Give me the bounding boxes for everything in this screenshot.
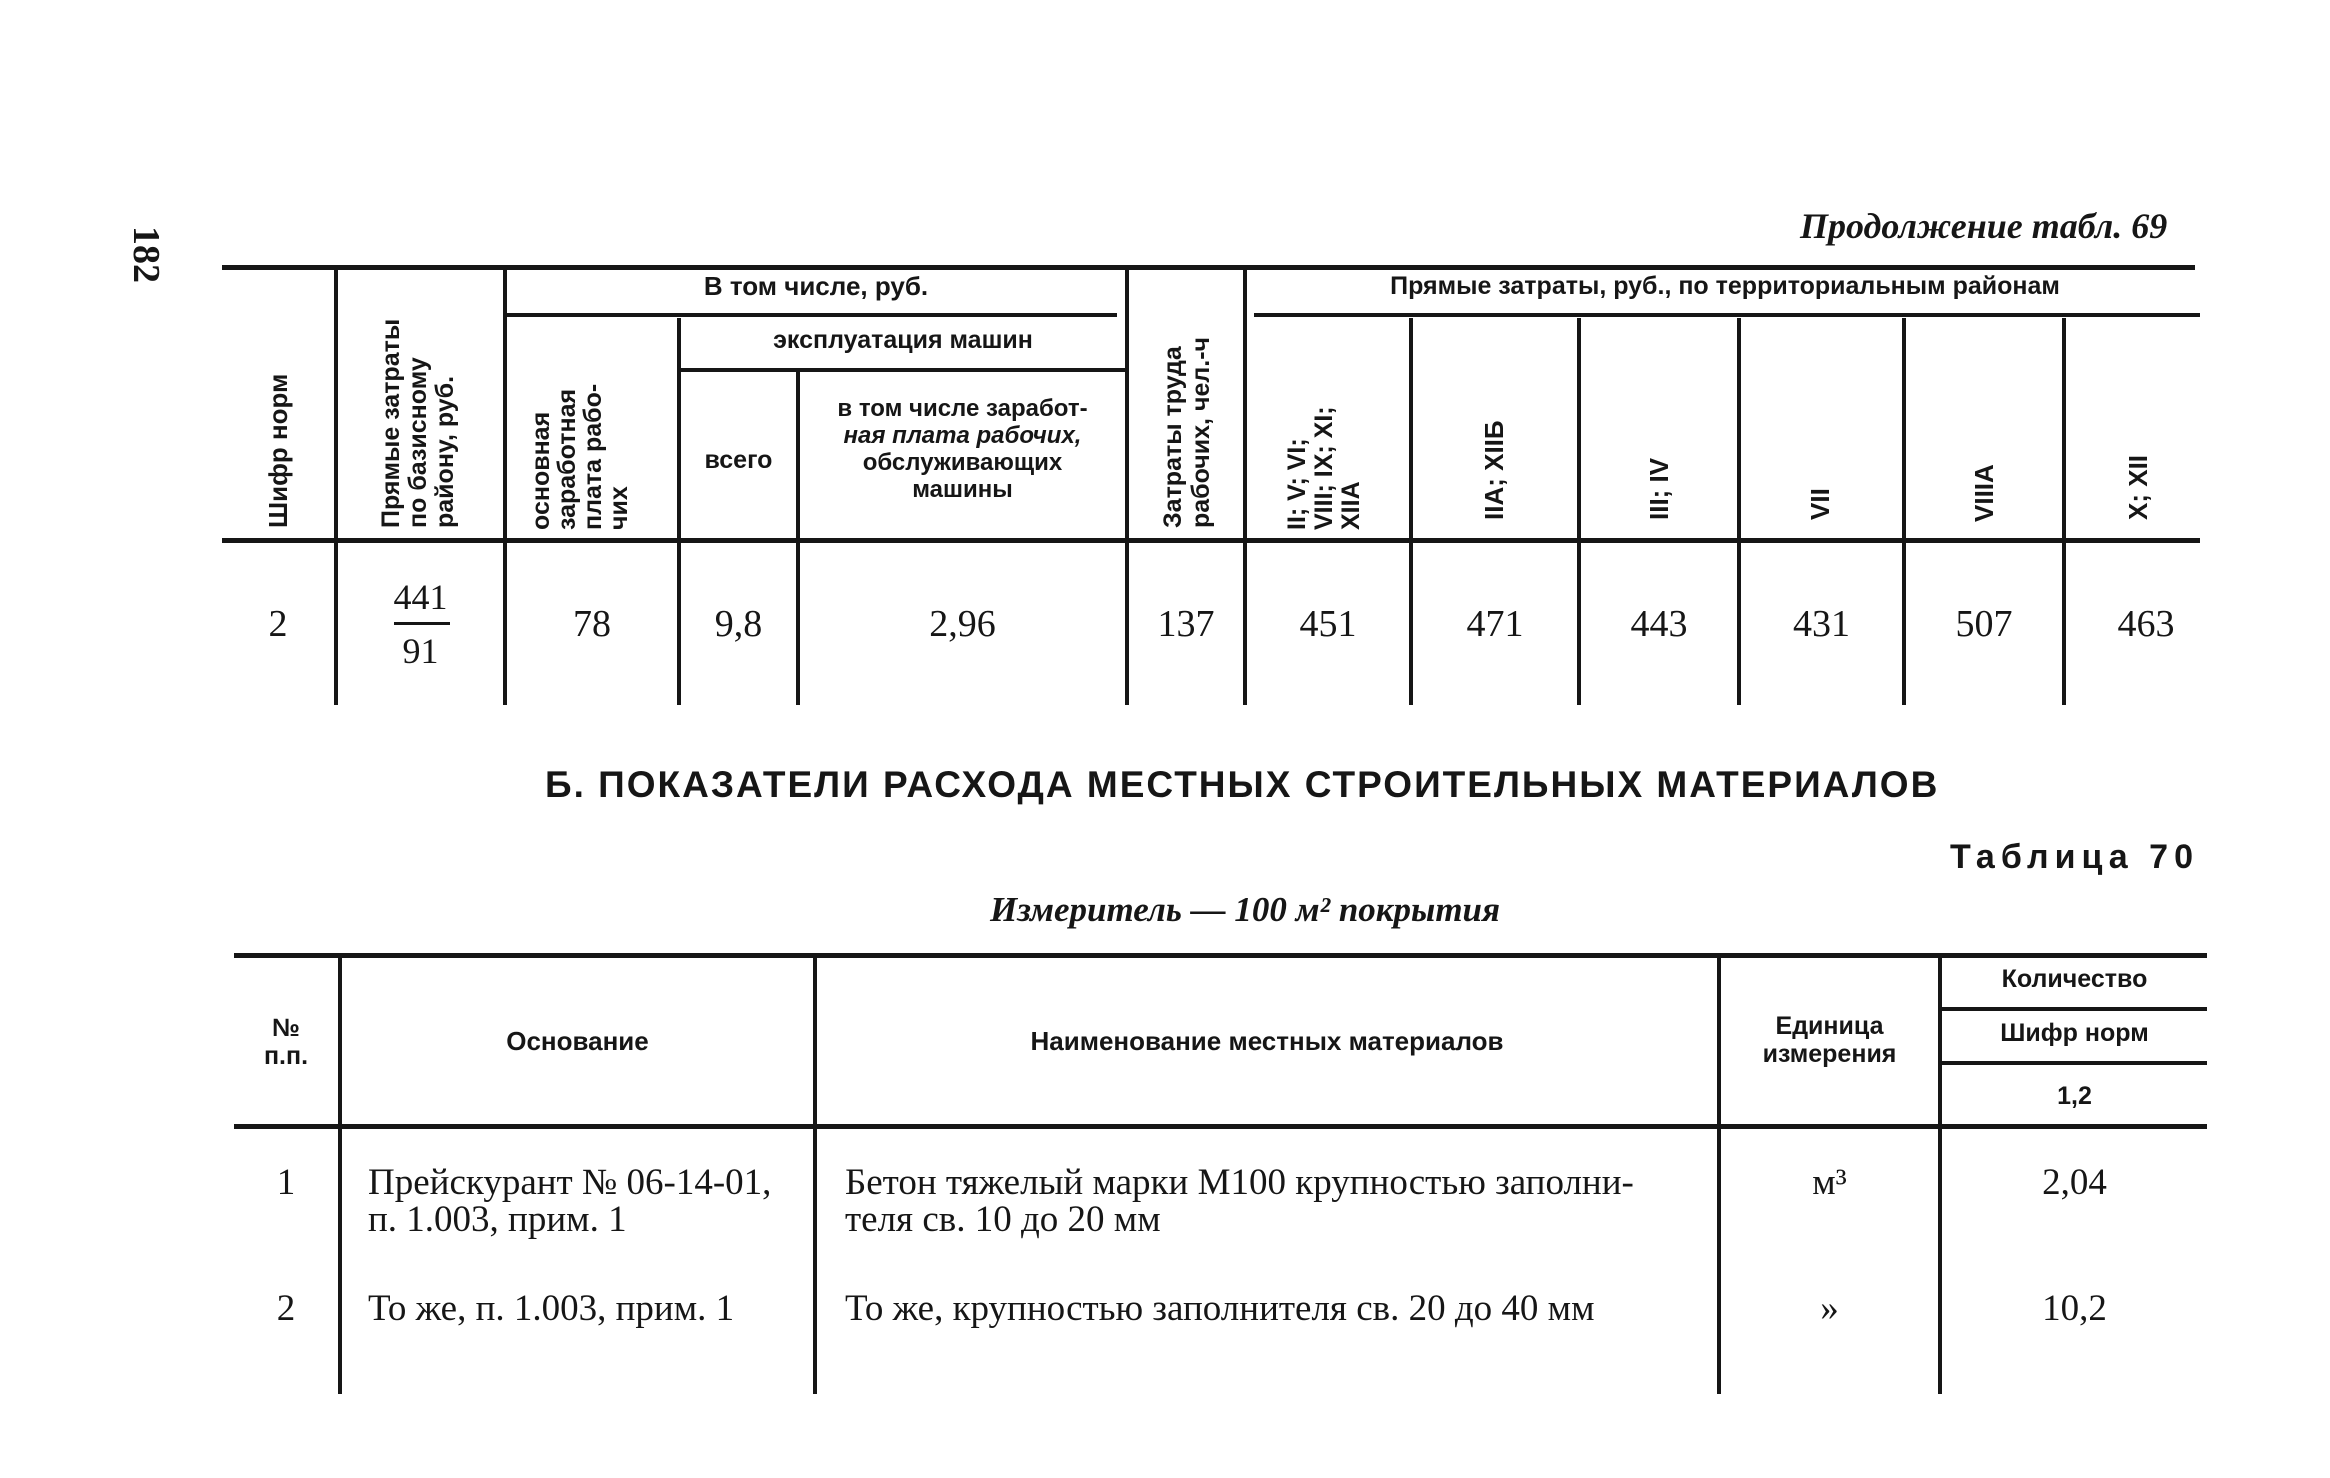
header-line: X; XII <box>2123 454 2153 520</box>
cell-zarplata-mashin: 2,96 <box>929 603 996 645</box>
header-line: Прямые затраты <box>377 318 405 528</box>
header-pryamye-zatraty <box>378 319 459 528</box>
table70-rule <box>1942 1061 2207 1065</box>
cell-line: теля св. 10 до 20 мм <box>845 1199 1161 1240</box>
header-zarplata-mashin <box>800 395 1125 503</box>
table69-col-rule <box>1902 318 1906 705</box>
header-zatraty-truda <box>1159 337 1215 528</box>
section-title: Б. ПОКАЗАТЕЛИ РАСХОДА МЕСТНЫХ СТРОИТЕЛЬНЫХ МАТЕРИАЛОВ <box>545 764 1940 805</box>
table70-col-rule <box>813 957 817 1394</box>
table69-col-rule <box>1577 318 1581 705</box>
table69-col-rule <box>1409 318 1413 705</box>
header-line: № <box>272 1014 300 1042</box>
row-edinica: м³ <box>1812 1162 1847 1203</box>
cell-rayon-5: 507 <box>1955 603 2013 645</box>
row-osnovanie <box>368 1164 808 1238</box>
header-rayon-1 <box>1284 406 1365 530</box>
header-v-tom-chisle: В том числе, руб. <box>703 271 929 301</box>
row-number: 2 <box>276 1288 296 1329</box>
cell-rayon-1: 451 <box>1299 603 1357 645</box>
cell-vsego: 9,8 <box>714 603 763 645</box>
row-kolichestvo: 10,2 <box>2042 1288 2107 1329</box>
header-edinica <box>1721 1012 1938 1068</box>
header-line: VIIIA <box>1969 464 1999 522</box>
cell-rayon-6: 463 <box>2117 603 2175 645</box>
cell-line: Прейскурант № 06-14-01, <box>368 1162 772 1203</box>
table69-col-rule <box>677 318 681 705</box>
header-rayon-4 <box>1806 488 1835 520</box>
header-shifr-norm: Шифр норм <box>263 373 293 528</box>
fraction-bar <box>394 622 450 625</box>
header-line: району, руб. <box>431 375 459 528</box>
cell-line: п. 1.003, прим. 1 <box>368 1199 627 1240</box>
header-vsego: всего <box>704 446 773 474</box>
header-ekspluatatsiya: эксплуатация машин <box>773 326 1033 354</box>
cell-zatraty-truda: 137 <box>1157 603 1215 645</box>
row-naimenovanie <box>845 1290 1715 1327</box>
header-line: измерения <box>1762 1040 1897 1068</box>
row-kolichestvo: 2,04 <box>2042 1162 2107 1203</box>
header-line: чих <box>605 486 633 530</box>
header-line: III; IV <box>1644 457 1674 520</box>
header-rayon-6 <box>2124 455 2153 520</box>
table70-col-rule <box>338 957 342 1394</box>
header-shifr-value: 1,2 <box>2057 1082 2092 1110</box>
cell-line: То же, п. 1.003, прим. 1 <box>368 1288 735 1329</box>
header-line: в том числе заработ- <box>837 395 1088 422</box>
header-line: рабочих, чел.-ч <box>1187 336 1215 528</box>
header-line: плата рабо- <box>579 383 607 530</box>
table69-col-rule <box>1737 318 1741 705</box>
cell-rayon-4: 431 <box>1793 603 1850 645</box>
cell-line: То же, крупностью заполнителя св. 20 до 40 мм <box>845 1288 1595 1329</box>
row-osnovanie <box>368 1290 808 1327</box>
header-rayon-2 <box>1480 420 1509 520</box>
header-line: VIII; IX; XI; <box>1310 406 1338 530</box>
header-line: обслуживающих <box>862 449 1063 476</box>
page-number: 182 <box>125 226 167 283</box>
cell-pryamye-bottom: 91 <box>402 631 439 671</box>
header-line: Затраты труда <box>1159 346 1187 528</box>
row-naimenovanie <box>845 1164 1715 1238</box>
header-nomer <box>234 1014 338 1070</box>
row-number: 1 <box>276 1162 296 1203</box>
cell-shifr: 2 <box>268 603 288 645</box>
header-rayon-5 <box>1970 464 1999 522</box>
header-line: машины <box>912 476 1013 503</box>
cell-rayon-3: 443 <box>1630 603 1688 645</box>
table69-top-rule <box>222 265 2195 270</box>
header-line: XIIA <box>1337 481 1365 530</box>
table69-col-rule <box>2062 318 2066 705</box>
cell-pryamye-top: 441 <box>393 577 448 617</box>
cell-rayon-2: 471 <box>1466 603 1524 645</box>
header-pryamye-rayony: Прямые затраты, руб., по территориальным районам <box>1390 272 2060 300</box>
row-edinica: » <box>1820 1288 1839 1329</box>
header-line: VII <box>1805 488 1835 520</box>
header-shifr-norm-70: Шифр норм <box>2000 1019 2149 1047</box>
header-kolichestvo: Количество <box>2001 965 2148 993</box>
table70-header-rule <box>234 1124 2207 1129</box>
table69-rule <box>1254 313 2200 317</box>
table69-rule <box>678 368 1128 372</box>
table-70-label: Таблица 70 <box>1950 838 2199 876</box>
header-line: заработная <box>553 388 581 530</box>
header-line: по базисному <box>404 357 432 528</box>
header-line: ная плата рабочих, <box>843 422 1082 449</box>
header-line: Единица <box>1775 1012 1884 1040</box>
cell-osnovnaya: 78 <box>573 603 611 645</box>
cell-line: Бетон тяжелый марки М100 крупностью заполни- <box>845 1162 1634 1203</box>
measure-label: Измеритель — 100 м² покрытия <box>990 890 1501 929</box>
header-line: основная <box>527 411 555 530</box>
table70-top-rule <box>234 953 2207 958</box>
header-osnovanie: Основание <box>506 1026 649 1056</box>
header-naimenovanie: Наименование местных материалов <box>1030 1026 1504 1056</box>
header-line: IIA; XIIБ <box>1479 420 1509 520</box>
header-osnovnaya-zarplata <box>528 384 632 530</box>
table69-rule <box>507 313 1117 317</box>
table70-rule <box>1942 1007 2207 1011</box>
header-line: II; V; VI; <box>1283 438 1311 530</box>
header-line: п.п. <box>263 1042 309 1070</box>
continuation-label: Продолжение табл. 69 <box>1800 206 2168 246</box>
header-rayon-3 <box>1645 458 1674 520</box>
